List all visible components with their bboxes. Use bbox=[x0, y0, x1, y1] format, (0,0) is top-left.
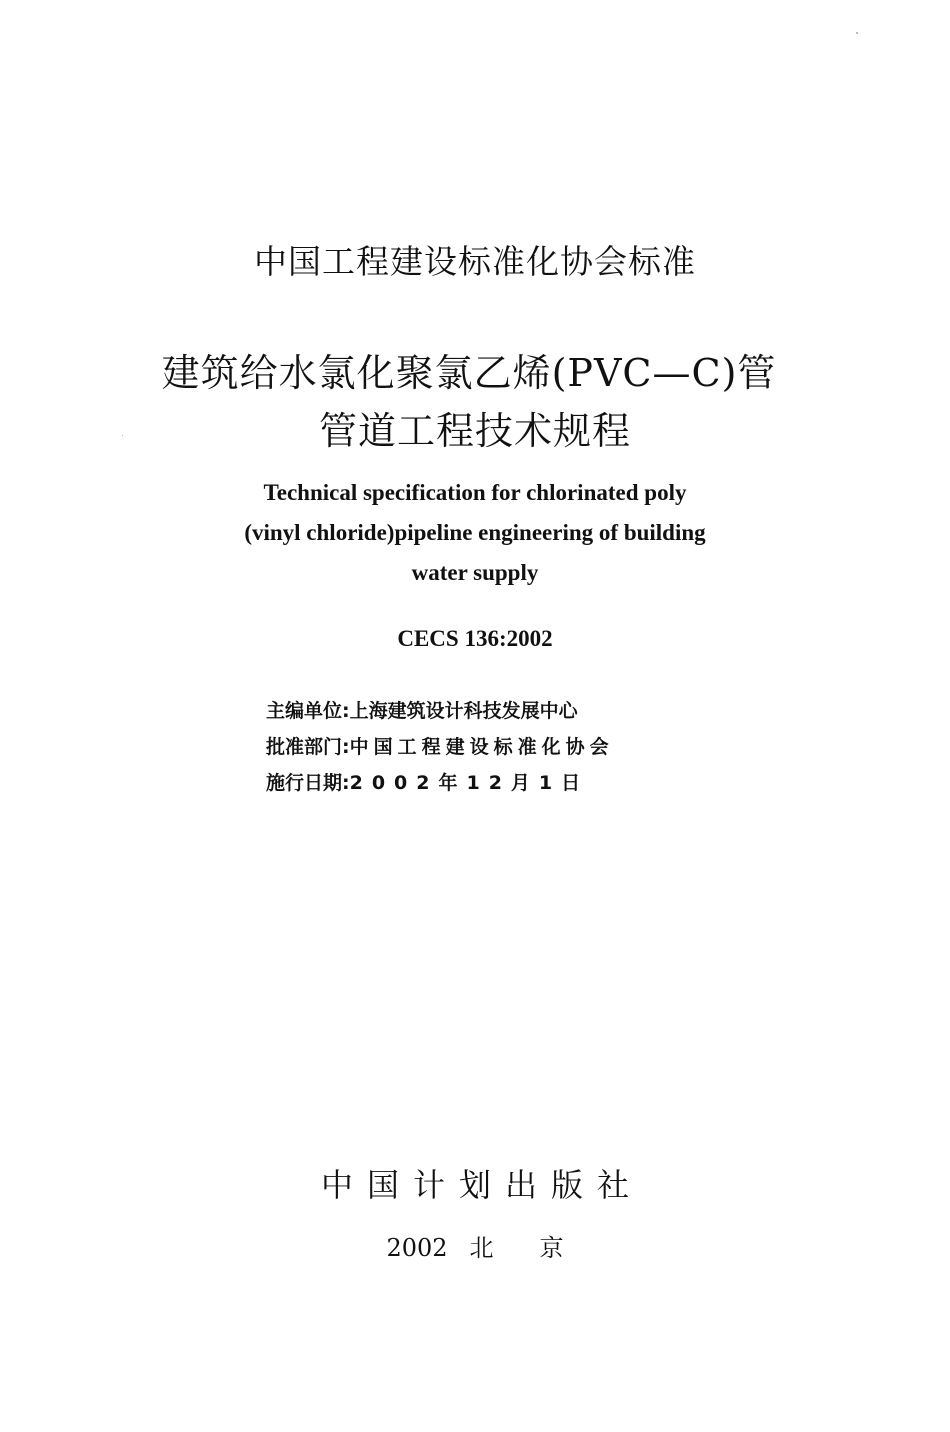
scan-speck bbox=[856, 32, 858, 34]
publication-year: 2002 bbox=[386, 1234, 448, 1262]
title-en-line-1: Technical specification for chlorinated poly bbox=[263, 480, 687, 505]
publication-city-char-1: 北 bbox=[469, 1234, 494, 1262]
effective-date-row bbox=[266, 768, 589, 795]
approver-value: 中国工程建设标准化协会 bbox=[349, 736, 614, 758]
standard-organization: 中国工程建设标准化协会标准 bbox=[254, 242, 696, 281]
publication-place bbox=[0, 1228, 950, 1263]
approver-row bbox=[266, 732, 614, 759]
approver-label: 批准部门: bbox=[266, 736, 350, 758]
publication-city-char-2: 京 bbox=[539, 1234, 564, 1262]
title-cn-line-2: 管道工程技术规程 bbox=[318, 409, 631, 453]
title-cn-line-1: 建筑给水氯化聚氯乙烯(PVC—C)管 bbox=[161, 351, 777, 395]
editor-unit-value: 上海建筑设计科技发展中心 bbox=[349, 700, 578, 722]
publisher-name: 中国计划出版社 bbox=[320, 1166, 643, 1204]
title-en-line-2: (vinyl chloride)pipeline engineering of building bbox=[244, 520, 706, 545]
editor-unit-label: 主编单位: bbox=[266, 700, 350, 722]
standard-code: CECS 136:2002 bbox=[397, 626, 553, 651]
effective-date-label: 施行日期: bbox=[266, 772, 350, 794]
effective-date-value: 2002年12月1日 bbox=[349, 772, 590, 794]
title-en-line-3: water supply bbox=[411, 560, 539, 585]
scan-speck bbox=[122, 435, 123, 436]
editor-unit-row bbox=[266, 696, 578, 723]
